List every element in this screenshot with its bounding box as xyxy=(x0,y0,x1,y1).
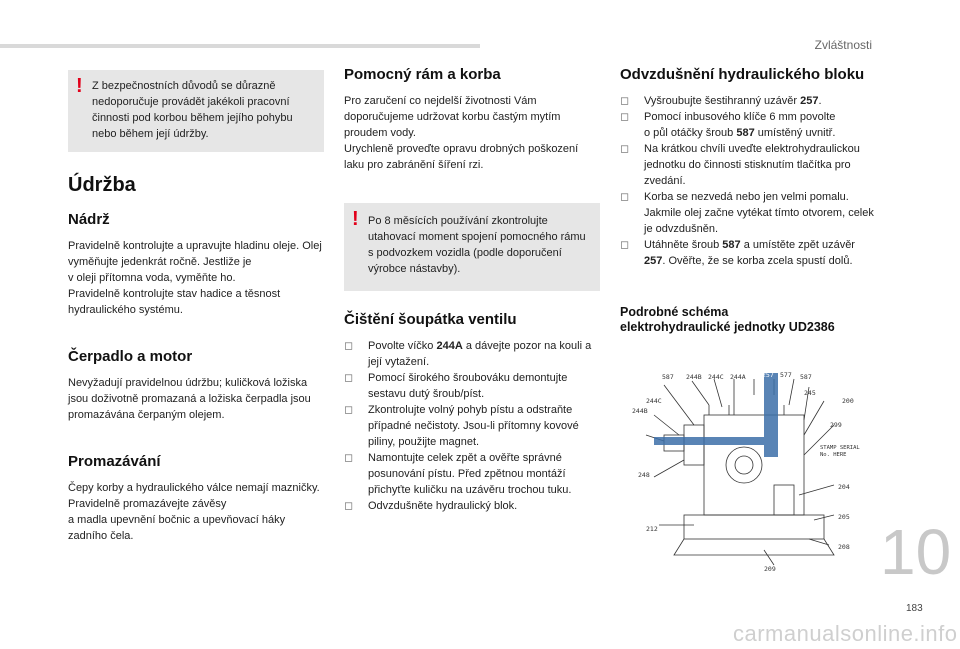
diagram-leader-lines xyxy=(646,379,834,565)
column-middle xyxy=(344,66,600,514)
column-right xyxy=(620,66,884,343)
heading-valve-cleaning: Čištění šoupátka ventilu xyxy=(344,311,517,328)
diagram-highlight-valve xyxy=(654,437,764,445)
checkbox-bullet-icon: ◻ xyxy=(620,191,630,203)
header-bar xyxy=(0,44,480,48)
diagram-label: 200 xyxy=(842,397,854,405)
text-pump: Nevyžadují pravidelnou údržbu; kuličková ložiska jsou doživotně promazaná a ložiska čerpadla jsou promazávána čerpaným olejem. xyxy=(68,377,311,421)
list-item: ◻ Vyšroubujte šestihranný uzávěr 257. xyxy=(620,95,822,107)
diagram-label: 244A xyxy=(626,435,642,443)
warning-text: Z bezpečnostních důvodů se důrazně nedoporučuje provádět jakékoli pracovní činnosti pod korbou během jejího pohybu nebo během její údržby. xyxy=(92,80,293,140)
list-item: ◻ Zkontrolujte volný pohyb pístu a odstraňte případné nečistoty. Jsou-li přítomny kovové piliny, použijte magnet. xyxy=(344,404,579,448)
heading-lubrication: Promazávání xyxy=(68,453,161,470)
diagram-label: 587 xyxy=(800,373,812,381)
checkbox-bullet-icon: ◻ xyxy=(344,452,354,464)
checkbox-bullet-icon: ◻ xyxy=(620,95,630,107)
diagram-label: 257 xyxy=(762,371,774,379)
diagram-label: 204 xyxy=(838,483,850,491)
list-item: ◻ Pomocí širokého šroubováku demontujte sestavu dutý šroub/píst. xyxy=(344,372,568,400)
column-left xyxy=(68,70,324,544)
diagram-label: 244A xyxy=(730,373,746,381)
chapter-number: 10 xyxy=(880,516,952,588)
diagram-base xyxy=(684,515,824,539)
diagram-foot xyxy=(674,539,834,555)
section-lubrication xyxy=(68,453,324,544)
list-item: ◻ Namontujte celek zpět a ověřte správné posunování pístu. Před zpětnou montáží přichyťte kuličku na uzávěru trochou tuku. xyxy=(344,452,572,496)
diagram-label: 245 xyxy=(804,389,816,397)
diagram-circle xyxy=(726,447,762,483)
list-item: ◻ Povolte víčko 244A a dávejte pozor na kouli a její vytažení. xyxy=(344,340,592,368)
diagram-label: 248 xyxy=(638,471,650,479)
diagram-label: 209 xyxy=(764,565,776,573)
diagram-label: 244C xyxy=(646,397,662,405)
diagram-stamp-line1: STAMP SERIAL xyxy=(820,445,860,451)
diagram-body xyxy=(704,415,804,515)
warning-box-safety xyxy=(68,70,324,152)
section-tank xyxy=(68,211,324,318)
checkbox-bullet-icon: ◻ xyxy=(344,340,354,352)
diagram-highlight-bolt xyxy=(764,373,778,457)
list-item: ◻ Korba se nezvedá nebo jen velmi pomalu. Jakmile olej začne vytékat tímto otvorem, celek je odvzdušněn. xyxy=(620,191,874,235)
diagram-label: 208 xyxy=(838,543,850,551)
list-bleed-steps xyxy=(620,93,884,269)
heading-bleeding: Odvzdušnění hydraulického bloku xyxy=(620,66,865,83)
heading-maintenance: Údržba xyxy=(68,174,136,196)
list-item: ◻ Odvzdušněte hydraulický blok. xyxy=(344,500,518,512)
list-item: ◻ Na krátkou chvíli uveďte elektrohydraulickou jednotku do činnosti stisknutím tlačítka pro zvedání. xyxy=(620,143,860,187)
heading-pump: Čerpadlo a motor xyxy=(68,348,193,365)
chapter-title: Zvláštnosti xyxy=(814,38,872,52)
diagram-label: 244B xyxy=(686,373,702,381)
heading-schema: Podrobné schéma elektrohydraulické jednotky UD2386 xyxy=(620,305,835,334)
warning-text: Po 8 měsících používání zkontrolujte utahovací moment spojení pomocného rámu s podvozkem vozidla (podle doporučení výrobce nástavby). xyxy=(368,215,586,275)
text-lubrication: Čepy korby a hydraulického válce nemají mazničky. Pravidelně promazávejte závěsy a madla upevnění bočnic a upevňovací háky zadního čela. xyxy=(68,482,320,542)
diagram-label: 577 xyxy=(780,371,792,379)
warning-box-torque xyxy=(344,203,600,291)
section-pump xyxy=(68,348,324,423)
diagram-circle-inner xyxy=(735,456,753,474)
diagram-label: 244C xyxy=(708,373,724,381)
list-valve-steps xyxy=(344,338,600,514)
checkbox-bullet-icon: ◻ xyxy=(344,372,354,384)
diagram-side-port xyxy=(774,485,794,515)
text-tank: Pravidelně kontrolujte a upravujte hladinu oleje. Olej vyměňujte jedenkrát ročně. Jestliže je v oleji přítomna voda, vyměňte ho. Pravidelně kontrolujte stav hadice a těsnost hydraulického systému. xyxy=(68,240,322,316)
hydraulic-unit-diagram xyxy=(624,365,872,575)
diagram-label: 299 xyxy=(830,421,842,429)
text-aux-frame: Pro zaručení co nejdelší životnosti Vám doporučujeme udržovat korbu častým mytím proudem vody. Urychleně proveďte opravu drobných poškození laku pro zabránění šíření rzi. xyxy=(344,95,579,171)
diagram-stamp-line2: No. HERE xyxy=(820,452,847,458)
heading-aux-frame: Pomocný rám a korba xyxy=(344,66,501,83)
warning-icon: ! xyxy=(76,75,83,97)
checkbox-bullet-icon: ◻ xyxy=(620,111,630,123)
page-number: 183 xyxy=(906,603,923,614)
diagram-label: 212 xyxy=(646,525,658,533)
warning-icon: ! xyxy=(352,208,359,230)
list-item: ◻ Utáhněte šroub 587 a umístěte zpět uzávěr 257. Ověřte, že se korba zcela spustí dolů. xyxy=(620,239,855,267)
checkbox-bullet-icon: ◻ xyxy=(620,239,630,251)
diagram-label: 587 xyxy=(662,373,674,381)
checkbox-bullet-icon: ◻ xyxy=(344,404,354,416)
list-item: ◻ Pomocí inbusového klíče 6 mm povolte o půl otáčky šroub 587 umístěný uvnitř. xyxy=(620,111,836,139)
checkbox-bullet-icon: ◻ xyxy=(620,143,630,155)
diagram-label: 244B xyxy=(632,407,648,415)
diagram-stamp-text xyxy=(820,445,872,458)
watermark-text: carmanualsonline.info xyxy=(733,621,958,646)
diagram-label: 205 xyxy=(838,513,850,521)
heading-tank: Nádrž xyxy=(68,211,110,228)
checkbox-bullet-icon: ◻ xyxy=(344,500,354,512)
